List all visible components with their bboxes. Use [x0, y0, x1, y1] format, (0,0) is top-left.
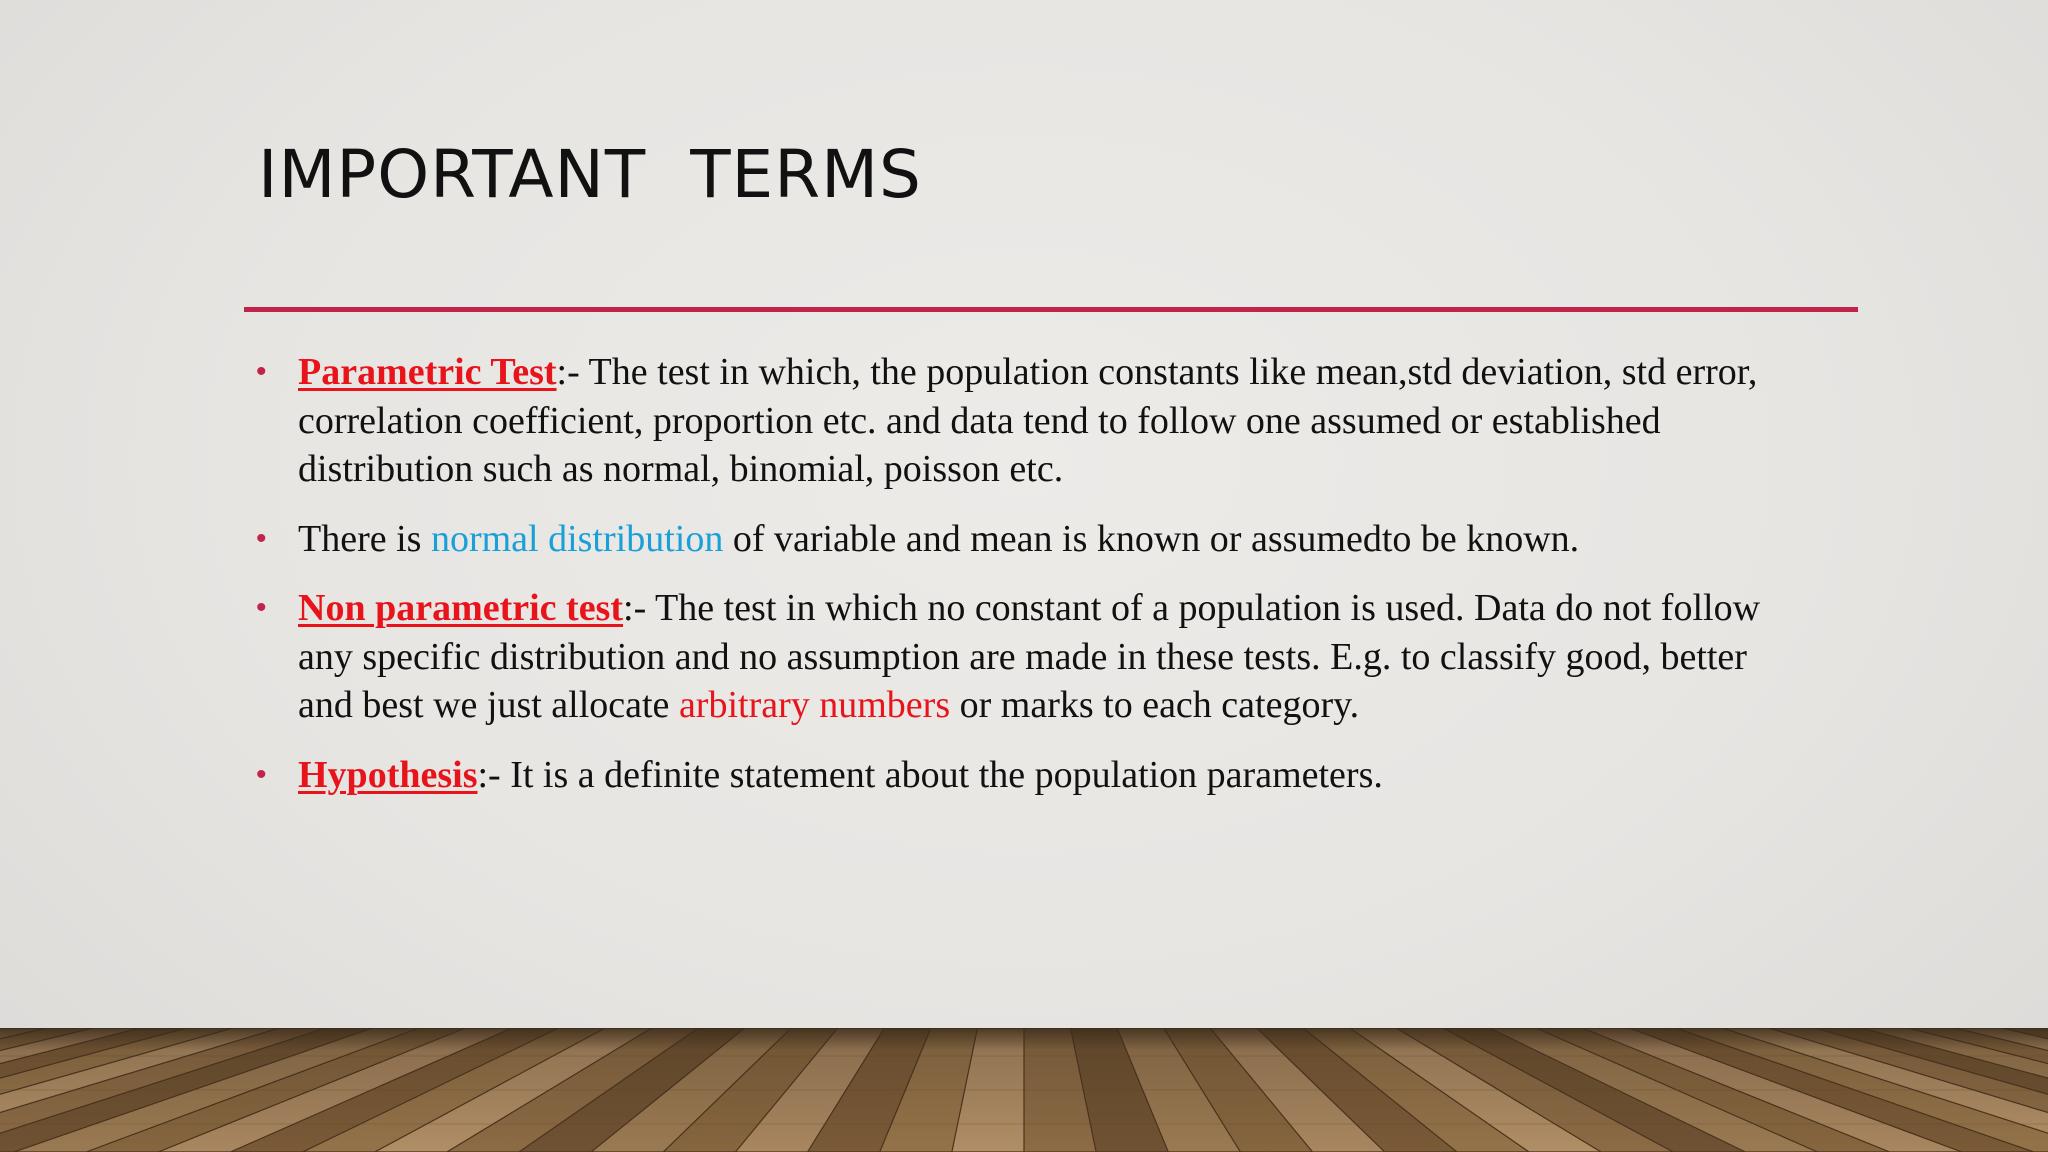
bullet-marker-icon: •	[256, 521, 267, 555]
bullet-marker-icon: •	[256, 591, 267, 624]
bullet-text-before: There is	[298, 517, 431, 560]
bullet-marker-icon: •	[256, 757, 267, 791]
definition-text: :- The test in which, the population constants like mean,std deviation, std error, correlation coefficient, proportion etc. and data tend to follow one assumed or established distribution such as normal, binomial, poisson etc.	[298, 351, 1758, 490]
term-parametric-test: Parametric Test	[298, 351, 557, 393]
bullet-hypothesis	[256, 751, 1796, 800]
bullet-marker-icon: •	[256, 355, 267, 388]
highlight-normal-distribution: normal distribution	[430, 517, 724, 560]
bullet-text-after: of variable and mean is known or assumedto be known.	[723, 517, 1580, 560]
bullet-parametric-test	[256, 348, 1796, 494]
definition-text-before: :- The test in which no constant of a population is used. Data do not follow any specific distribution and no assumption are made in these tests. E.g. to classify good, better and best we just allocate	[298, 587, 1761, 726]
bullet-list	[256, 348, 1796, 820]
wooden-floor-image	[0, 1028, 2048, 1152]
term-hypothesis: Hypothesis	[298, 753, 478, 796]
term-non-parametric-test: Non parametric test	[298, 587, 624, 629]
definition-text: :- It is a definite statement about the population parameters.	[477, 753, 1383, 796]
title-divider	[244, 307, 1858, 312]
highlight-arbitrary-numbers: arbitrary numbers	[678, 684, 951, 726]
bullet-non-parametric-test	[256, 584, 1796, 730]
definition-text-after: or marks to each category.	[950, 684, 1360, 726]
wood-planks-graphic	[0, 1028, 2048, 1152]
slide-title: IMPORTANT TERMS	[258, 136, 922, 213]
bullet-normal-distribution	[256, 515, 1796, 564]
